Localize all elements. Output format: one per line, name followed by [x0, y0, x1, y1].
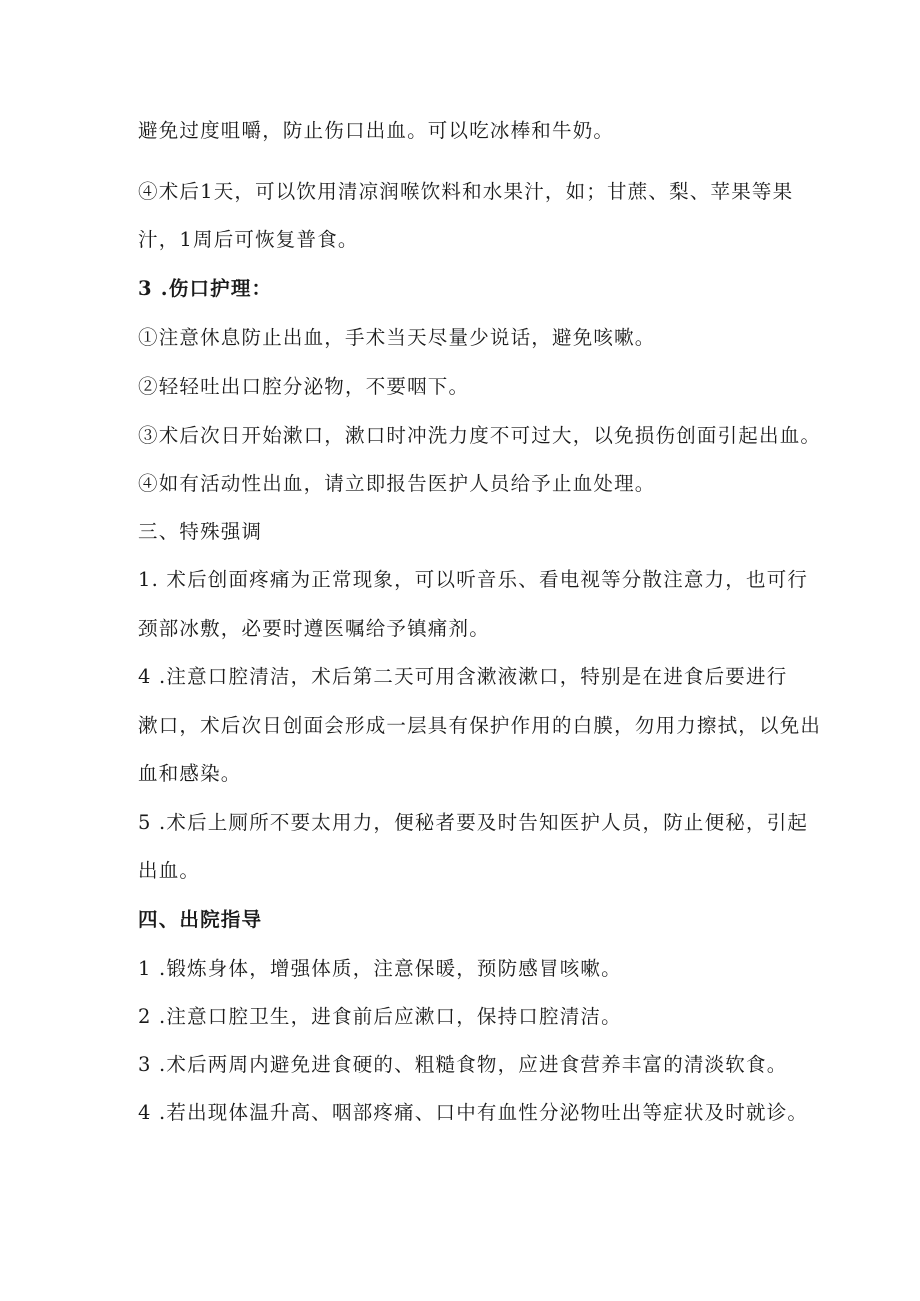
text-line: 颈部冰敷，必要时遵医嘱给予镇痛剂。	[138, 617, 490, 640]
text-line: 汁，1周后可恢复普食。	[138, 228, 359, 251]
text-line: ④术后1天，可以饮用清凉润喉饮料和水果汁，如；甘蔗、梨、苹果等果	[138, 180, 794, 203]
text-line: 漱口，术后次日创面会形成一层具有保护作用的白膜，勿用力擦拭，以免出	[138, 714, 822, 737]
section-heading: 四、出院指导	[138, 908, 263, 931]
text-line: ①注意休息防止出血，手术当天尽量少说话，避免咳嗽。	[138, 326, 656, 349]
text-line: 1 .锻炼身体，增强体质，注意保暖，预防感冒咳嗽。	[138, 957, 622, 980]
text-line: 避免过度咀嚼，防止伤口出血。可以吃冰棒和牛奶。	[138, 119, 615, 142]
text-line: 4 .注意口腔清洁，术后第二天可用含漱液漱口，特别是在进食后要进行	[138, 665, 788, 688]
text-line: 3 .术后两周内避免进食硬的、粗糙食物，应进食营养丰富的清淡软食。	[138, 1053, 788, 1076]
text-line: 2 .注意口腔卫生，进食前后应漱口，保持口腔清洁。	[138, 1005, 622, 1028]
section-heading: 三、特殊强调	[138, 520, 263, 543]
text-line: ②轻轻吐出口腔分泌物，不要咽下。	[138, 375, 470, 398]
text-line: 4 .若出现体温升高、咽部疼痛、口中有血性分泌物吐出等症状及时就诊。	[138, 1101, 809, 1124]
text-line: 出血。	[138, 859, 201, 882]
text-line: 1. 术后创面疼痛为正常现象，可以听音乐、看电视等分散注意力，也可行	[138, 568, 809, 591]
text-line: ③术后次日开始漱口，漱口时冲洗力度不可过大，以免损伤创面引起出血。	[138, 424, 822, 447]
text-line: 血和感染。	[138, 762, 242, 785]
text-line: 5 .术后上厕所不要太用力，便秘者要及时告知医护人员，防止便秘，引起	[138, 811, 809, 834]
text-line: ④如有活动性出血，请立即报告医护人员给予止血处理。	[138, 472, 656, 495]
section-heading: 3 .伤口护理：	[138, 277, 273, 300]
